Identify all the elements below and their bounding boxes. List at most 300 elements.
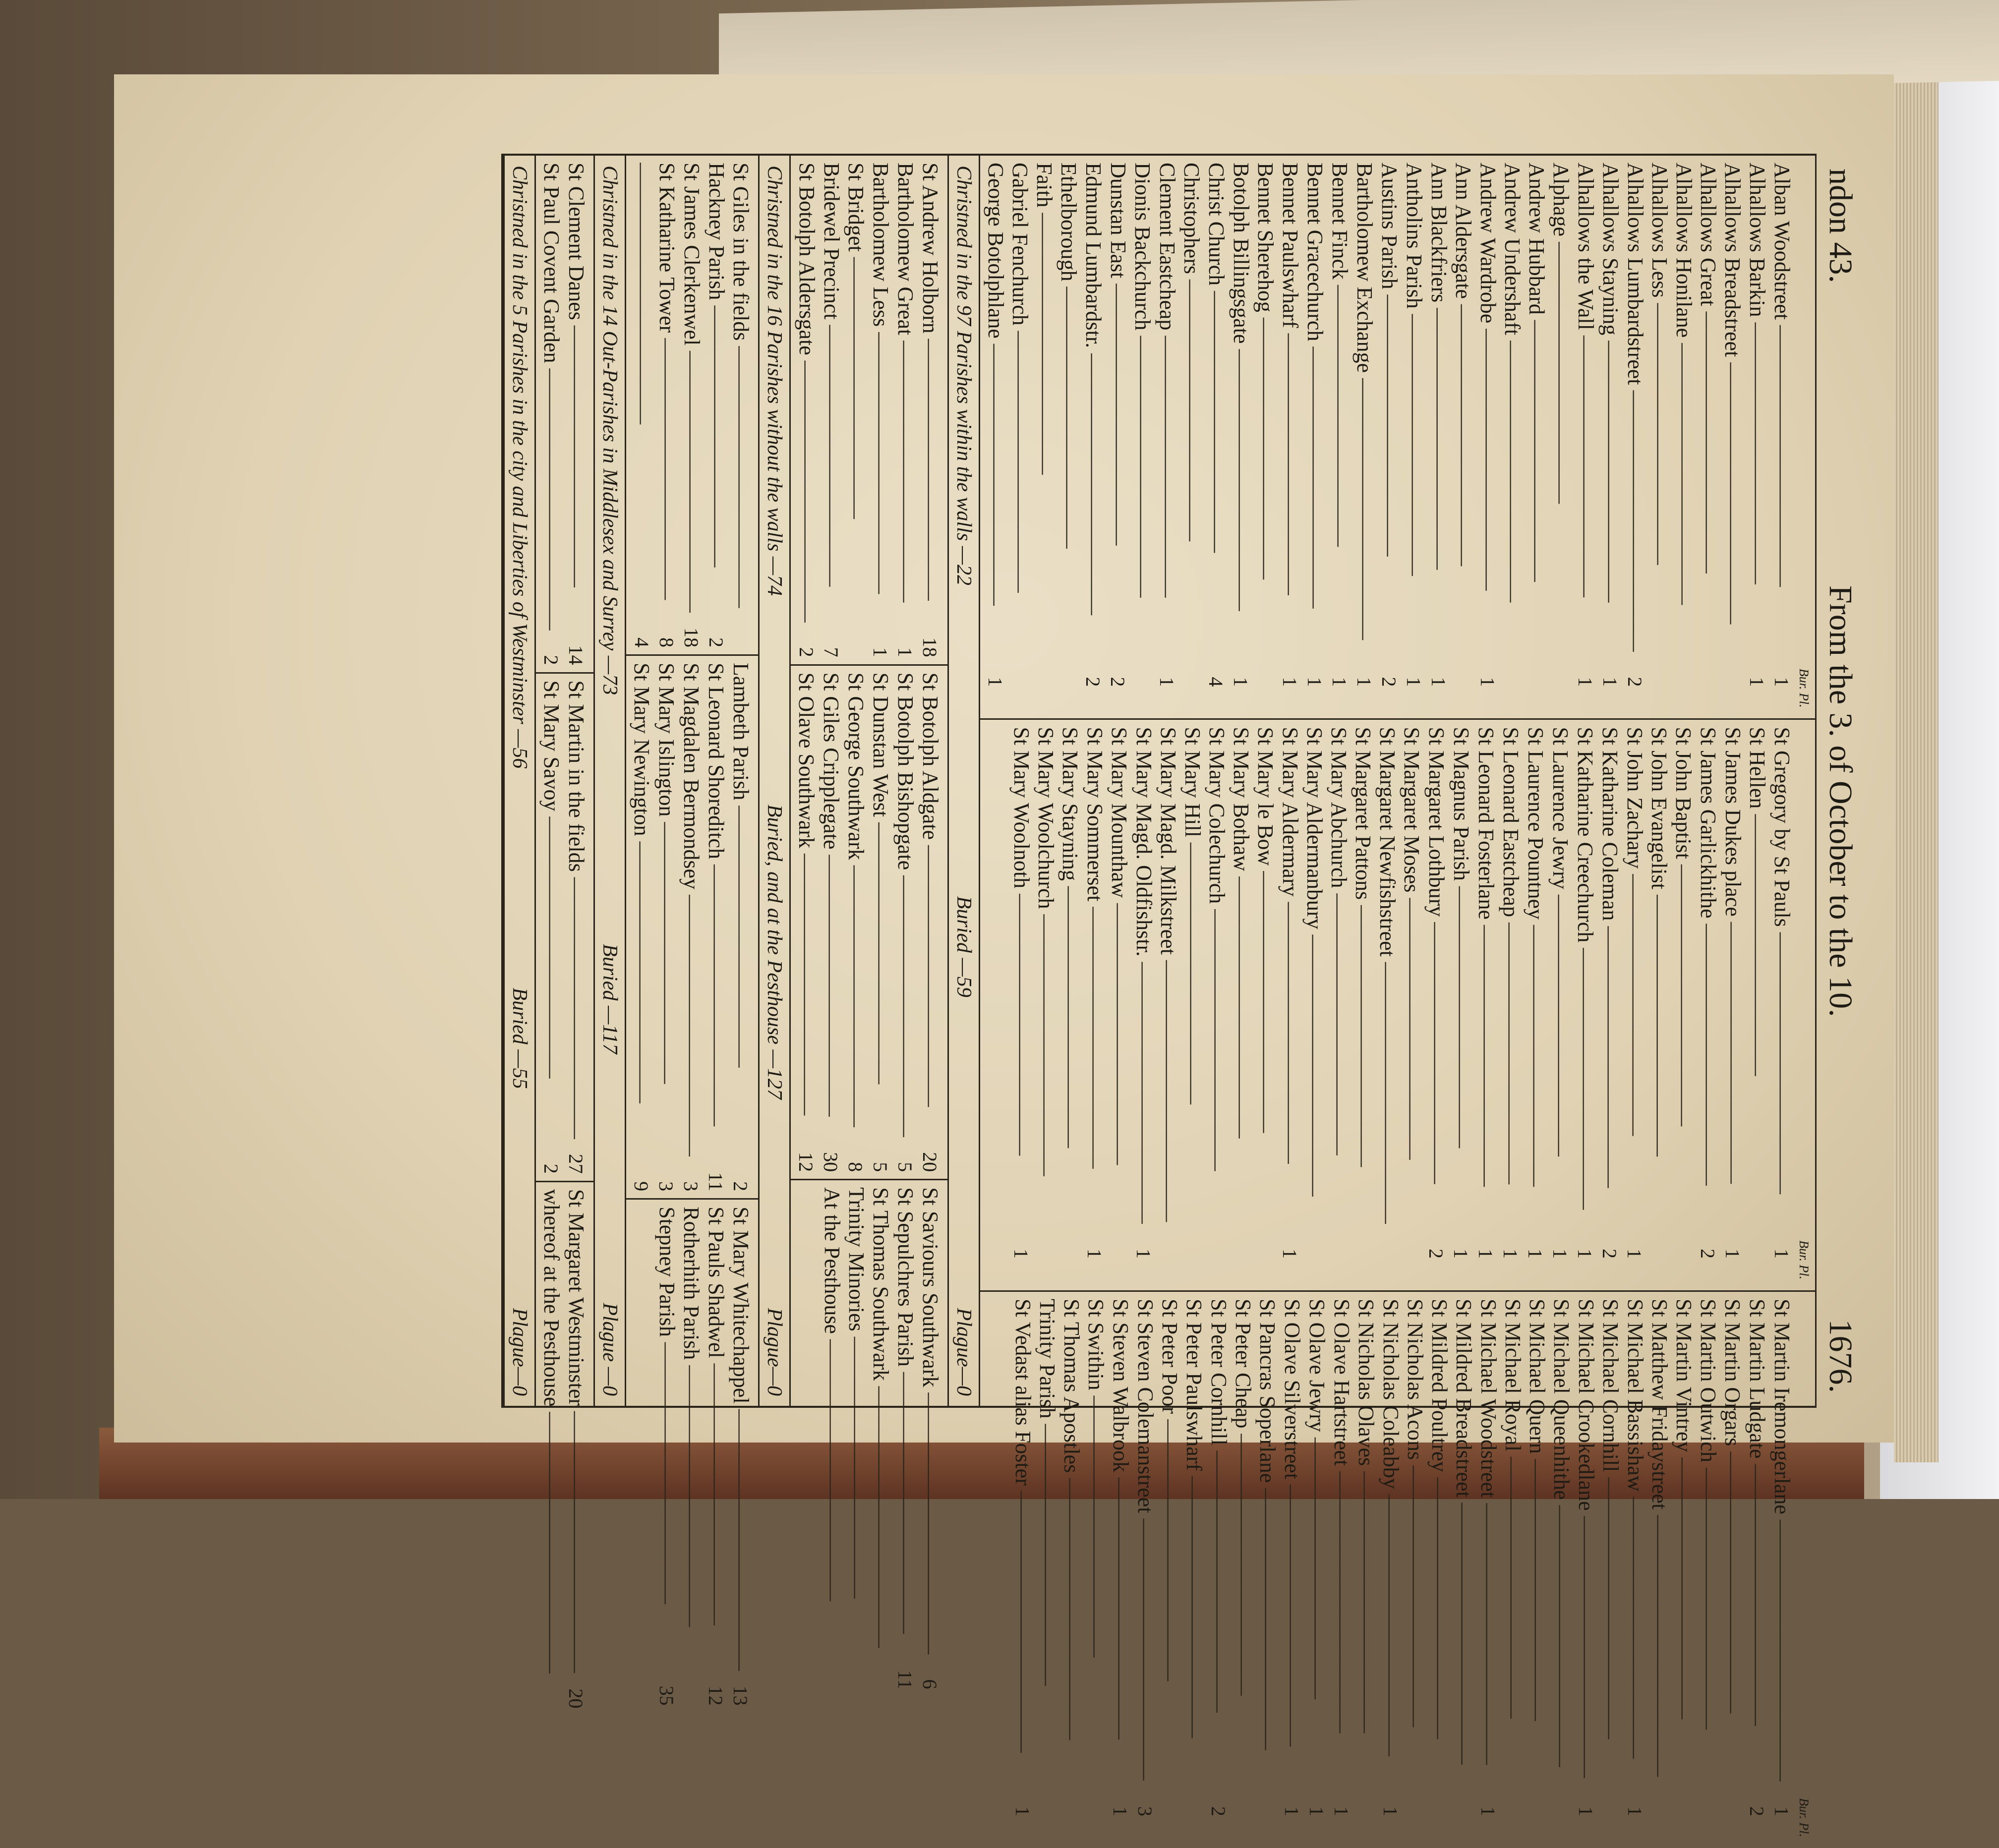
- total-plague: Plague —0: [598, 1303, 621, 1396]
- parish-name: Clement Eastcheap —————: [1155, 163, 1179, 652]
- out-col-2: [626, 656, 758, 1200]
- buried-count: 1: [1353, 677, 1375, 687]
- parish-name: Alhallows Honilane —————: [1672, 163, 1696, 652]
- page-wrapper: [114, 74, 1894, 1837]
- parish-row: [1549, 163, 1573, 711]
- column-heading: Bur. Pl.: [1797, 668, 1811, 708]
- parish-name: St Martin in the fields —————: [564, 681, 588, 1139]
- parish-name: Antholins Parish —————: [1402, 163, 1426, 652]
- parish-row: [1081, 163, 1106, 711]
- parish-list: [794, 673, 942, 1172]
- parish-row: [1745, 727, 1769, 1283]
- parish-row: [679, 663, 704, 1191]
- within-walls-section: [980, 156, 1815, 1837]
- parish-row: [679, 163, 704, 647]
- within-col-1: [980, 156, 1815, 720]
- parish-name: Alhallows Less —————: [1647, 163, 1672, 652]
- buried-count: 2: [540, 1163, 562, 1174]
- parish-name: St Martin Outwich —————: [1696, 1299, 1720, 1782]
- parish-row: [1622, 727, 1647, 1283]
- parish-row: [1156, 727, 1180, 1283]
- parish-row: [1280, 1299, 1304, 1841]
- parish-name: Dionis Backchurch —————: [1130, 163, 1155, 652]
- buried-count: 5: [869, 1162, 891, 1172]
- parish-name: Alhallows Stayning —————: [1598, 163, 1623, 652]
- parish-name: St George Southwark —————: [844, 673, 868, 1137]
- parish-name: St Mary Mounthaw —————: [1107, 727, 1131, 1224]
- parish-row: [1182, 1299, 1206, 1841]
- parish-row: [1573, 163, 1598, 711]
- parish-row: [1573, 727, 1597, 1283]
- parish-row: [1278, 163, 1302, 711]
- parish-name: St Swithin —————: [1084, 1299, 1108, 1782]
- parish-row: [794, 673, 819, 1172]
- parish-name: St Mary Newington —————: [630, 663, 654, 1156]
- parish-row: [844, 1187, 869, 1689]
- parish-name: St Pauls Shadwel —————: [704, 1207, 728, 1671]
- parish-name: Alhallows Great —————: [1696, 163, 1720, 652]
- buried-count: 1: [1427, 677, 1450, 687]
- parish-row: [1597, 727, 1622, 1283]
- parish-name: St Margaret Moses —————: [1400, 727, 1424, 1224]
- buried-count: 1: [1230, 677, 1252, 687]
- parish-row: [1525, 1299, 1549, 1841]
- page-edges: [1894, 74, 1939, 1462]
- buried-count: 30: [820, 1152, 842, 1172]
- table-frame: [501, 154, 1815, 1837]
- buried-count: 20: [565, 1688, 587, 1709]
- parish-name: Lambeth Parish —————: [729, 663, 753, 1156]
- parish-name: Alhallows Breadstreet —————: [1720, 163, 1745, 652]
- parish-row: [1327, 163, 1352, 711]
- parish-row: [1647, 1299, 1672, 1841]
- parish-name: St Mary Hill —————: [1180, 727, 1205, 1224]
- parish-name: St Mary le Bow —————: [1253, 727, 1278, 1224]
- parish-row: [1598, 163, 1623, 711]
- parish-row: [564, 1189, 588, 1709]
- parish-name: Edmund Lumbardstr. —————: [1081, 163, 1106, 652]
- out-col-1: [626, 156, 758, 656]
- parish-row: [868, 163, 893, 657]
- buried-count: 1: [1746, 677, 1768, 687]
- parish-row: [1769, 1299, 1794, 1841]
- buried-count: 4: [1205, 677, 1227, 687]
- parish-row: [1352, 163, 1377, 711]
- buried-count: 1: [1476, 677, 1499, 687]
- parish-row: [1473, 727, 1498, 1283]
- buried-count: 8: [655, 637, 678, 648]
- buried-count: 1: [1156, 677, 1178, 687]
- parish-row: [1130, 163, 1155, 711]
- parish-name: St Nicholas Acons —————: [1403, 1299, 1427, 1782]
- parish-row: [654, 663, 679, 1191]
- parish-name: Faith —————: [1032, 163, 1057, 652]
- parish-row: [1647, 727, 1671, 1283]
- parish-name: St Martin Iremongerlane —————: [1770, 1299, 1794, 1782]
- total-buried: Buried, and at the Pesthouse —127: [763, 804, 786, 1099]
- parish-row: [1008, 163, 1032, 711]
- parish-name: St Katharine Coleman —————: [1598, 727, 1622, 1224]
- bill-of-mortality-page: [114, 74, 1894, 1837]
- total-buried: Buried —55: [508, 987, 531, 1089]
- buried-count: 1: [1010, 1248, 1032, 1259]
- parish-row: [1498, 727, 1523, 1283]
- parish-list: [794, 163, 942, 657]
- parish-name: Bennet Gracechurch —————: [1303, 163, 1327, 652]
- parish-name: Hackney Parish —————: [705, 163, 729, 613]
- buried-count: 18: [919, 637, 941, 657]
- parish-row: [1598, 1299, 1623, 1841]
- parish-row: [1720, 1299, 1745, 1841]
- parish-name: St John Zachary —————: [1623, 727, 1647, 1224]
- parish-row: [918, 163, 942, 657]
- parish-name: Stepney Parish —————: [655, 1207, 679, 1671]
- parish-row: [728, 1207, 753, 1706]
- total-plague: Plague—0: [952, 1308, 975, 1396]
- parish-name: George Botolphlane —————: [984, 163, 1008, 652]
- buried-count: 1: [1328, 677, 1351, 687]
- parish-name: St Michael Crookedlane —————: [1574, 1299, 1598, 1782]
- parish-row: [1574, 1299, 1598, 1841]
- parish-row: [893, 1187, 918, 1689]
- buried-count: 1: [1403, 677, 1425, 687]
- parish-row: [1035, 1299, 1059, 1841]
- parish-name: St Mary Woolnoth —————: [1009, 727, 1034, 1224]
- parish-row: [1647, 163, 1672, 711]
- parish-row: [1623, 1299, 1647, 1841]
- parish-name: Alban Woodstreet —————: [1770, 163, 1794, 652]
- parish-name: St Dunstan West —————: [869, 673, 893, 1137]
- parish-row: [539, 163, 564, 665]
- without-walls-total: [758, 156, 791, 1406]
- parish-row: [1402, 163, 1426, 711]
- parish-row: [1058, 727, 1082, 1283]
- parish-name: Dunstan East —————: [1106, 163, 1130, 652]
- parish-row: [1426, 163, 1451, 711]
- parish-row: [1231, 1299, 1255, 1841]
- header-left: ndon 43.: [1823, 169, 1859, 283]
- parish-name: St Nicholas Olaves —————: [1354, 1299, 1378, 1782]
- parish-row: [1133, 1299, 1158, 1841]
- out-col-3: [626, 1200, 758, 1713]
- parish-row: [1501, 1299, 1525, 1841]
- parish-name: St Michael Woodstreet —————: [1476, 1299, 1501, 1782]
- parish-name: Christophers —————: [1179, 163, 1204, 652]
- buried-count: 1: [1132, 1248, 1155, 1259]
- parish-row: [1204, 163, 1229, 711]
- parish-name: Bartholomew Less —————: [869, 163, 893, 623]
- parish-name: Bennet Paulswharf —————: [1278, 163, 1302, 652]
- parish-name: St Gregory by St Pauls —————: [1770, 727, 1794, 1224]
- parish-row: [1623, 163, 1647, 711]
- parish-row: [1452, 1299, 1476, 1841]
- without-col-1: [791, 156, 947, 666]
- parish-name: St Martin Vintrey —————: [1672, 1299, 1696, 1782]
- parish-name: St Thomas Apostles —————: [1059, 1299, 1084, 1782]
- parish-row: [1179, 163, 1204, 711]
- westminster-section: [536, 156, 593, 1709]
- parish-name: Bennet Finck —————: [1328, 163, 1352, 652]
- parish-list: [820, 1187, 942, 1689]
- out-parishes-total: [593, 156, 626, 1406]
- buried-count: 1: [1450, 1248, 1472, 1259]
- buried-count: 2: [1598, 1248, 1621, 1259]
- header-date-range: From the 3. of October to the 10.: [1823, 585, 1859, 1017]
- buried-count: 1: [1305, 1806, 1328, 1816]
- parish-name: St Mary Abchurch —————: [1327, 727, 1351, 1224]
- buried-count: 20: [919, 1152, 941, 1172]
- buried-count: 1: [1770, 677, 1793, 687]
- parish-name: St Olave Silverstreet —————: [1280, 1299, 1304, 1782]
- buried-count: 1: [1623, 1248, 1646, 1259]
- parish-name: St James Clerkenwel —————: [680, 163, 704, 613]
- parish-name: St Magnus Parish —————: [1449, 727, 1473, 1224]
- buried-count: 35: [655, 1685, 678, 1706]
- parish-row: [893, 673, 918, 1172]
- buried-count: 5: [894, 1162, 916, 1172]
- total-christned: Christned in the 5 Parishes in the city and Liberties of Westminster —56: [508, 166, 531, 769]
- buried-count: 3: [1134, 1806, 1156, 1816]
- parish-name: St Botolph Bishopgate —————: [893, 673, 918, 1137]
- parish-name: St Peter Poor —————: [1158, 1299, 1182, 1782]
- buried-count: 2: [795, 647, 818, 657]
- buried-count: 2: [1624, 677, 1646, 687]
- column-heading: Bur. Pl.: [1797, 1798, 1811, 1837]
- buried-count: 1: [869, 647, 891, 657]
- buried-count: 11: [705, 1172, 727, 1192]
- parish-name: Alhallows the Wall —————: [1574, 163, 1598, 652]
- within-walls-total: [947, 156, 980, 1406]
- parish-row: [1304, 1299, 1329, 1841]
- buried-count: 8: [844, 1162, 867, 1172]
- parish-row: [654, 1207, 679, 1706]
- buried-count: 13: [729, 1685, 752, 1706]
- buried-count: 1: [1083, 1248, 1106, 1259]
- total-plague: Plague—0: [508, 1308, 531, 1396]
- parish-row: [1720, 727, 1745, 1283]
- parish-row: [679, 1207, 704, 1706]
- parish-name: St Pancras Soperlane —————: [1255, 1299, 1280, 1782]
- parish-row: [729, 163, 753, 647]
- parish-row: [1158, 1299, 1182, 1841]
- buried-count: 2: [1425, 1248, 1447, 1259]
- page-header: [1815, 154, 1859, 1408]
- parish-row: [539, 1189, 564, 1709]
- parish-name: St Mary Islington —————: [654, 663, 679, 1156]
- parish-name: Ann Blackfriers —————: [1427, 163, 1451, 652]
- parish-name: St Michael Queenhithe —————: [1549, 1299, 1574, 1782]
- buried-count: 1: [1109, 1806, 1131, 1816]
- parish-name: Trinity Parish —————: [1035, 1299, 1059, 1782]
- parish-name: St Mary Bothaw —————: [1229, 727, 1253, 1224]
- parish-name: Rotherhith Parish —————: [679, 1207, 704, 1671]
- parish-row: [1302, 727, 1327, 1283]
- parish-name: Andrew Wardrobe —————: [1476, 163, 1500, 652]
- buried-count: 7: [820, 647, 842, 657]
- parish-name: [630, 163, 654, 613]
- parish-row: [1500, 163, 1525, 711]
- parish-row: [1302, 163, 1327, 711]
- buried-count: 1: [1575, 1806, 1597, 1816]
- parish-name: St Michael Cornhill —————: [1598, 1299, 1623, 1782]
- parish-row: [1155, 163, 1179, 711]
- parish-row: [1034, 727, 1058, 1283]
- buried-count: 3: [680, 1181, 702, 1192]
- parish-name: St Mary Magd. Milkstreet —————: [1156, 727, 1180, 1224]
- buried-count: 12: [795, 1152, 817, 1172]
- parish-name: whereof at the Pesthouse —————: [539, 1189, 564, 1674]
- parish-name: St Margaret Westminster —————: [564, 1189, 588, 1674]
- parish-row: [1745, 163, 1769, 711]
- parish-row: [630, 163, 654, 647]
- parish-row: [1403, 1299, 1427, 1841]
- parish-name: St Bridget —————: [844, 163, 868, 623]
- parish-name: Ann Aldersgate —————: [1451, 163, 1475, 652]
- buried-count: 12: [705, 1685, 727, 1706]
- parish-row: [564, 163, 588, 665]
- parish-name: Bartholomew Exchange —————: [1352, 163, 1377, 652]
- parish-name: St Olave Southwark —————: [794, 673, 819, 1137]
- parish-name: St Mary Colechurch —————: [1205, 727, 1229, 1224]
- parish-name: Andrew Hubbard —————: [1525, 163, 1549, 652]
- buried-count: 9: [630, 1181, 652, 1192]
- header-year: 1676.: [1823, 1319, 1859, 1393]
- west-col-2: [536, 674, 593, 1182]
- parish-row: [1082, 727, 1107, 1283]
- parish-row: [1451, 163, 1475, 711]
- total-christned: Christned in the 97 Parishes within the walls —22: [952, 166, 975, 586]
- parish-row: [1769, 727, 1794, 1283]
- west-col-1: [536, 156, 593, 674]
- buried-count: 2: [1378, 677, 1400, 687]
- parish-row: [1696, 163, 1720, 711]
- parish-row: [1329, 1299, 1354, 1841]
- parish-row: [1253, 727, 1278, 1283]
- parish-name: St Hellen —————: [1745, 727, 1769, 1224]
- parish-name: Bridewel Precinct —————: [820, 163, 844, 623]
- buried-count: 2: [729, 1181, 752, 1192]
- parish-row: [1180, 727, 1205, 1283]
- parish-list: [629, 663, 753, 1191]
- parish-name: St Botolph Aldersgate —————: [795, 163, 819, 623]
- buried-count: 1: [1770, 1806, 1793, 1816]
- parish-name: St Magdalen Bermondsey —————: [679, 663, 704, 1156]
- buried-count: 4: [631, 637, 653, 648]
- west-col-3: [536, 1182, 593, 1716]
- parish-row: [1278, 727, 1302, 1283]
- buried-count: 2: [705, 637, 727, 648]
- parish-name: Alhallows Lumbardstreet —————: [1623, 163, 1647, 652]
- parish-name: St Vedast alias Foster —————: [1011, 1299, 1035, 1782]
- parish-row: [1720, 163, 1745, 711]
- parish-row: [1354, 1299, 1378, 1841]
- buried-count: 2: [1082, 677, 1104, 687]
- parish-row: [983, 163, 1008, 711]
- buried-count: 1: [1279, 677, 1301, 687]
- parish-row: [704, 163, 729, 647]
- parish-name: St Laurence Pountney —————: [1524, 727, 1548, 1224]
- parish-name: St Mary Stayning —————: [1058, 727, 1082, 1224]
- parish-name: St Michael Quern —————: [1525, 1299, 1549, 1782]
- parish-name: St Margaret Newfishstreet —————: [1375, 727, 1400, 1224]
- parish-name: Andrew Undershaft —————: [1500, 163, 1525, 652]
- buried-count: 1: [1303, 677, 1326, 687]
- parish-name: St Leonard Shoreditch —————: [704, 663, 728, 1156]
- total-buried: Buried —59: [952, 896, 975, 997]
- parish-list: [983, 163, 1794, 711]
- parish-name: St Peter Cornhill —————: [1207, 1299, 1231, 1782]
- parish-name: St Laurence Jewry —————: [1548, 727, 1573, 1224]
- parish-row: [1476, 1299, 1501, 1841]
- buried-count: 2: [1746, 1806, 1768, 1816]
- buried-count: 1: [984, 677, 1006, 687]
- buried-count: 1: [1474, 1248, 1497, 1259]
- parish-name: St John Evangelist —————: [1647, 727, 1671, 1224]
- parish-name: Botolph Billingsgate —————: [1229, 163, 1253, 652]
- parish-name: St Saviours Southwark —————: [918, 1187, 942, 1654]
- parish-row: [539, 681, 564, 1174]
- parish-row: [1327, 727, 1351, 1283]
- parish-row: [820, 1187, 844, 1689]
- parish-name: St Peter Paulswharf —————: [1182, 1299, 1206, 1782]
- parish-row: [564, 681, 588, 1174]
- buried-count: 1: [1011, 1806, 1034, 1816]
- buried-count: 1: [1524, 1248, 1546, 1259]
- parish-row: [1206, 1299, 1231, 1841]
- parish-name: St Mary Savoy —————: [539, 681, 564, 1139]
- parish-name: Bennet Sherehog —————: [1253, 163, 1278, 652]
- within-col-2: [980, 720, 1815, 1292]
- buried-count: 1: [1574, 677, 1596, 687]
- parish-name: St Mildred Breadstreet —————: [1452, 1299, 1476, 1782]
- buried-count: 2: [540, 655, 562, 665]
- parish-name: St Margaret Pattons —————: [1351, 727, 1375, 1224]
- buried-count: 2: [1697, 1248, 1719, 1259]
- buried-count: 1: [1379, 1806, 1402, 1816]
- parish-name: St Mildred Poultrey —————: [1427, 1299, 1452, 1782]
- parish-row: [1375, 727, 1400, 1283]
- buried-count: 1: [1599, 677, 1621, 687]
- parish-row: [1108, 1299, 1133, 1841]
- buried-count: 1: [1281, 1806, 1303, 1816]
- buried-count: 2: [1107, 677, 1129, 687]
- parish-row: [1131, 727, 1156, 1283]
- buried-count: 1: [1624, 1806, 1646, 1816]
- parish-name: St Matthew Fridaystreet —————: [1647, 1299, 1672, 1782]
- column-heading: Bur. Pl.: [1797, 1240, 1811, 1279]
- parish-name: At the Pesthouse —————: [820, 1187, 844, 1654]
- buried-count: 18: [680, 628, 703, 648]
- parish-name: St Sepulchres Parish —————: [893, 1187, 918, 1654]
- parish-row: [1696, 1299, 1720, 1841]
- parish-name: St Michael Bassishaw —————: [1623, 1299, 1647, 1782]
- parish-name: St Botolph Aldgate —————: [918, 673, 942, 1137]
- parish-row: [1672, 163, 1696, 711]
- parish-name: St James Garlickhithe —————: [1696, 727, 1720, 1224]
- parish-name: St Steven Colemanstreet —————: [1133, 1299, 1158, 1782]
- parish-row: [819, 163, 844, 657]
- without-col-3: [791, 1180, 947, 1696]
- parish-row: [1671, 727, 1696, 1283]
- parish-name: St Mary Aldermary —————: [1278, 727, 1302, 1224]
- parish-name: Bartholomew Great —————: [893, 163, 918, 623]
- parish-name: St Mary Magd. Oldfishstr. —————: [1132, 727, 1156, 1224]
- parish-row: [1106, 163, 1130, 711]
- parish-name: St Olave Jewry —————: [1305, 1299, 1329, 1782]
- westminster-total: [503, 156, 536, 1406]
- parish-row: [1745, 1299, 1769, 1841]
- without-walls-section: [791, 156, 947, 1689]
